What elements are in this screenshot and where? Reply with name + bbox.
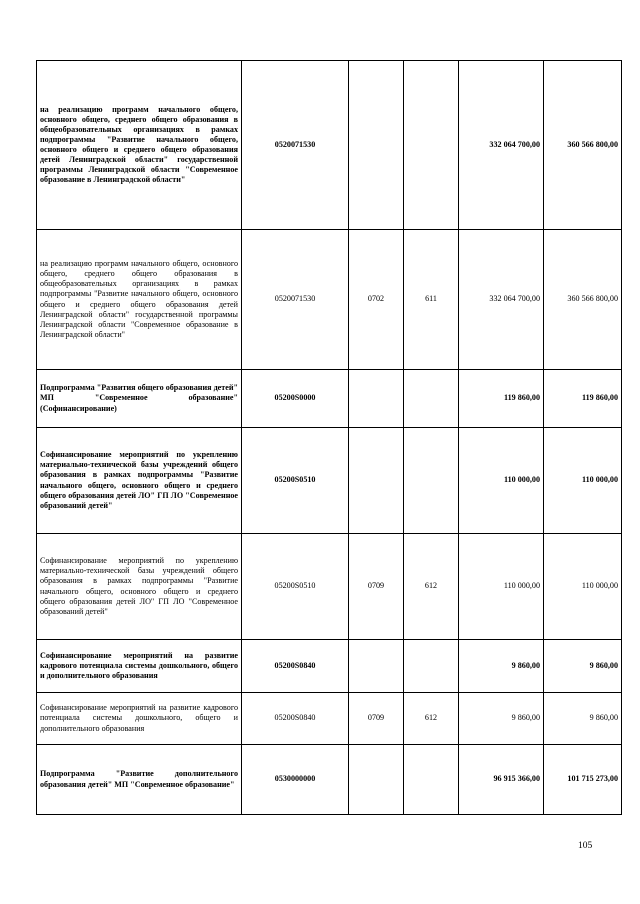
table-row (37, 693, 622, 745)
row-section-code (349, 61, 404, 230)
row-expense-type (404, 370, 459, 428)
row-target-code: 05200S0000 (242, 370, 349, 428)
row-sum-year1: 119 860,00 (459, 370, 544, 428)
row-expense-type: 612 (404, 693, 459, 745)
table-row (37, 534, 622, 640)
row-sum-year1: 110 000,00 (459, 428, 544, 534)
row-name: Софинансирование мероприятий на развитие кадрового потенциала системы дошкольного, общего и дополнительного образования (37, 693, 242, 745)
table-row (37, 428, 622, 534)
row-expense-type: 612 (404, 534, 459, 640)
table-row (37, 370, 622, 428)
page-number: 105 (578, 841, 593, 851)
row-name: Софинансирование мероприятий на развитие кадрового потенциала системы дошкольного, общего и дополнительного образования (37, 640, 242, 693)
row-target-code: 05200S0510 (242, 534, 349, 640)
row-name: Подпрограмма "Развития общего образования детей" МП "Современное образование" (Софинансирование) (37, 370, 242, 428)
table-row (37, 640, 622, 693)
row-name: Софинансирование мероприятий по укреплению материально-технической базы учреждений общего образования в рамках подпрограммы "Развитие начального общего, основного общего и среднего общего образования детей ЛО" ГП ЛО "Современное образований детей" (37, 534, 242, 640)
table-row (37, 745, 622, 815)
row-sum-year2: 360 566 800,00 (544, 61, 622, 230)
row-target-code: 05200S0840 (242, 693, 349, 745)
row-section-code: 0702 (349, 230, 404, 370)
row-sum-year2: 360 566 800,00 (544, 230, 622, 370)
row-target-code: 05200S0510 (242, 428, 349, 534)
row-section-code: 0709 (349, 534, 404, 640)
row-name: Софинансирование мероприятий по укреплению материально-технической базы учреждений общего образования в рамках подпрограммы "Развитие начального общего, основного общего и среднего общего образования детей ЛО" ГП ЛО "Современное образований детей" (37, 428, 242, 534)
row-sum-year2: 9 860,00 (544, 640, 622, 693)
table-row (37, 61, 622, 230)
row-expense-type (404, 61, 459, 230)
row-section-code: 0709 (349, 693, 404, 745)
row-sum-year1: 332 064 700,00 (459, 61, 544, 230)
row-target-code: 0530000000 (242, 745, 349, 815)
row-sum-year1: 9 860,00 (459, 640, 544, 693)
row-sum-year2: 110 000,00 (544, 428, 622, 534)
row-name: на реализацию программ начального общего, основного общего, среднего общего образования в общеобразовательных организациях в рамках подпрограммы "Развитие начального общего, основного общего и среднего общего образования детей Ленинградской области" государственной программы Ленинградской области "Современное образование в Ленинградской области" (37, 61, 242, 230)
row-sum-year1: 332 064 700,00 (459, 230, 544, 370)
table-row (37, 230, 622, 370)
row-expense-type (404, 745, 459, 815)
row-section-code (349, 370, 404, 428)
row-name: Подпрограмма "Развитие дополнительного образования детей" МП "Современное образование" (37, 745, 242, 815)
row-sum-year2: 110 000,00 (544, 534, 622, 640)
row-sum-year1: 9 860,00 (459, 693, 544, 745)
row-expense-type (404, 428, 459, 534)
row-target-code: 05200S0840 (242, 640, 349, 693)
row-sum-year2: 101 715 273,00 (544, 745, 622, 815)
row-section-code (349, 428, 404, 534)
row-name: на реализацию программ начального общего, основного общего, среднего общего образования в общеобразовательных организациях в рамках подпрограммы "Развитие начального общего, основного общего и среднего общего образования детей Ленинградской области" государственной программы Ленинградской области "Современное образование в Ленинградской области" (37, 230, 242, 370)
row-section-code (349, 745, 404, 815)
row-sum-year2: 119 860,00 (544, 370, 622, 428)
row-target-code: 0520071530 (242, 230, 349, 370)
row-expense-type: 611 (404, 230, 459, 370)
row-sum-year2: 9 860,00 (544, 693, 622, 745)
row-sum-year1: 110 000,00 (459, 534, 544, 640)
row-expense-type (404, 640, 459, 693)
row-sum-year1: 96 915 366,00 (459, 745, 544, 815)
budget-table (36, 60, 622, 815)
row-section-code (349, 640, 404, 693)
row-target-code: 0520071530 (242, 61, 349, 230)
